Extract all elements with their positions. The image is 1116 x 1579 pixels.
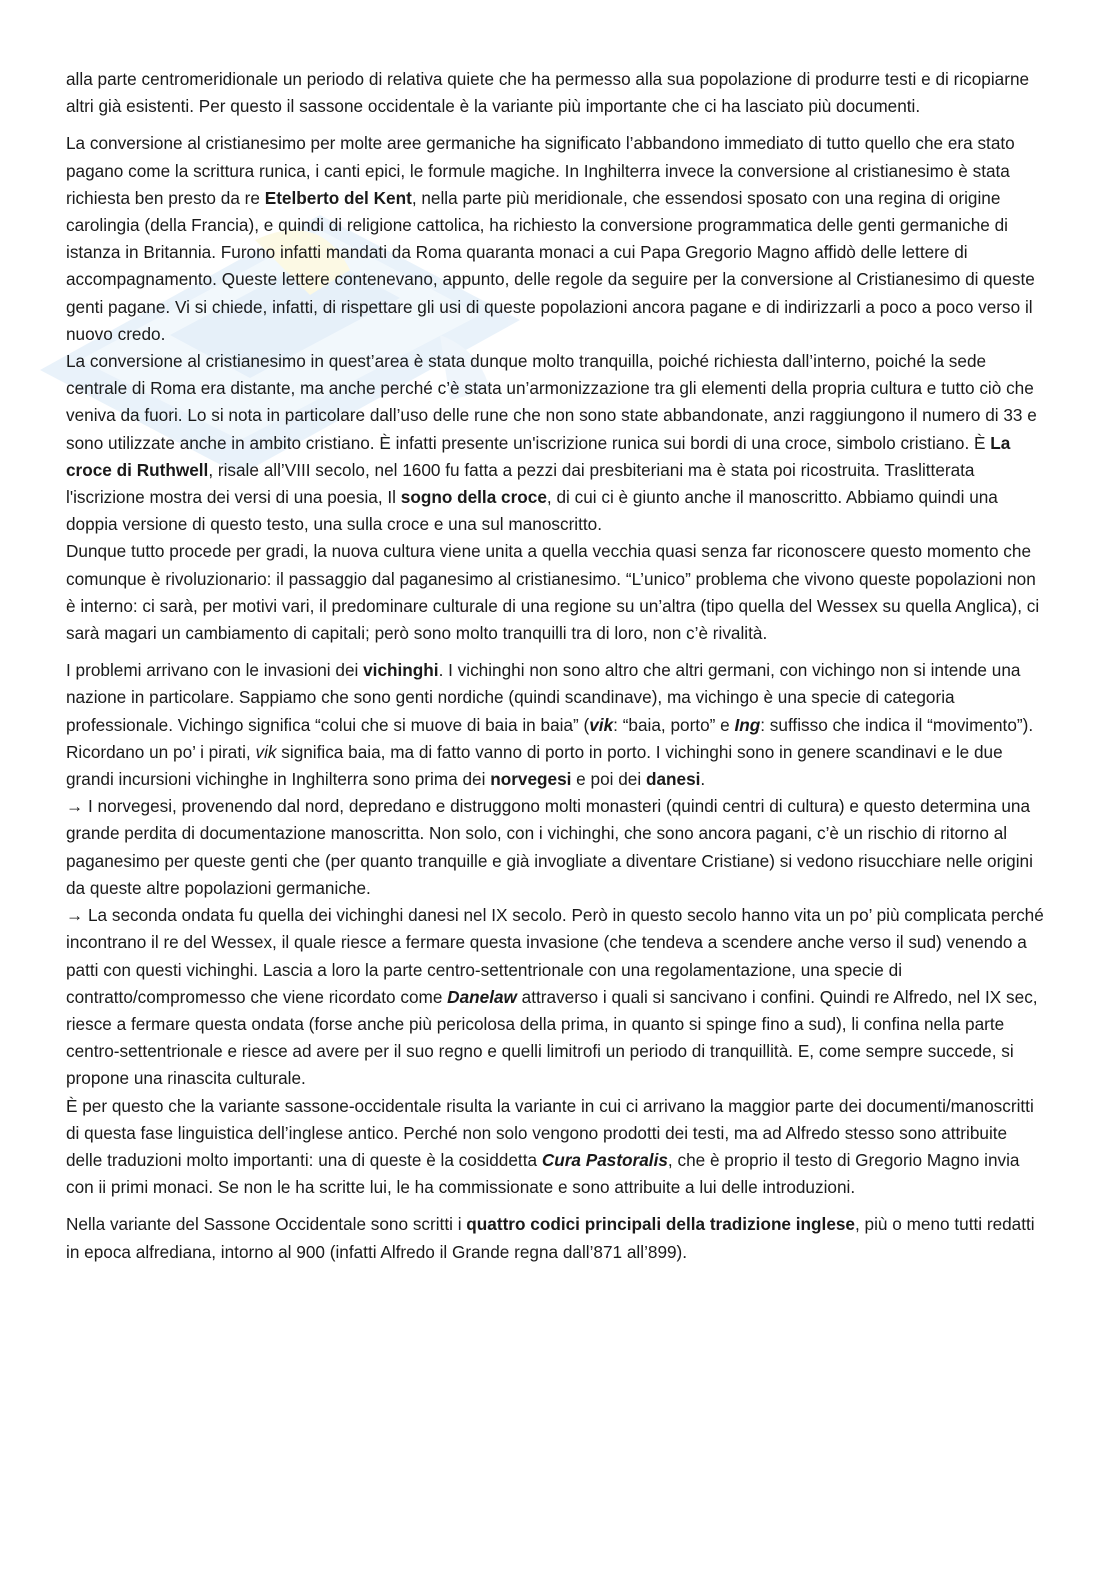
paragraph: [66, 1211, 1046, 1265]
text-run: La conversione al cristianesimo per molte aree germaniche ha significato l’abbandono immediato di tutto quello che era stato pagano come la scrittura runica, i canti epici, le formule magiche. In Inghilterra invece la conversione al cristianesimo è stata richiesta ben presto da re: [66, 133, 1015, 208]
bold-italic-term: Danelaw: [447, 986, 517, 1007]
bold-term: norvegesi: [490, 769, 572, 790]
paragraph: [66, 66, 1046, 120]
bold-term: sogno della croce: [400, 487, 547, 508]
text-run: significa baia, ma di fatto vanno di porto in porto. I vichinghi sono in genere scandinavi e le due grandi incursioni vichinghe in Inghilterra sono prima dei: [66, 741, 1003, 790]
text-run: attraverso i quali si sancivano i confini. Quindi re Alfredo, nel IX sec, riesce a fermare questa ondata (forse anche più pericolosa della prima, in quanto si spinge fino a sud), li confina nella parte centro-settentrionale e riesce ad avere per il suo regno e quelli limitrofi un periodo di tranquillità. E, come sempre succede, si propone una rinascita culturale.: [66, 986, 1038, 1089]
text-run: , di cui ci è giunto anche il manoscritto. Abbiamo quindi una doppia versione di questo testo, una sulla croce e una sul manoscritto.: [66, 487, 998, 535]
text-run: , più o meno tutti redatti in epoca alfrediana, intorno al 900 (infatti Alfredo il Grande regna dall’871 all’899).: [66, 1214, 1035, 1262]
text-run: È per questo che la variante sassone-occidentale risulta la variante in cui ci arrivano la maggior parte dei documenti/manoscritti di questa fase linguistica dell’inglese antico. Perché non solo vengono prodotti dei testi, ma ad Alfredo stesso sono attribuite delle traduzioni molto importanti: una di queste è la cosiddetta: [66, 1095, 1034, 1170]
paragraph: [66, 793, 1046, 902]
bold-term: La croce di Ruthwell: [66, 432, 1011, 480]
text-run: I problemi arrivano con le invasioni dei: [66, 660, 364, 681]
text-run: → I norvegesi, provenendo dal nord, depredano e distruggono molti monasteri (quindi centri di cultura) e questo determina una grande perdita di documentazione manoscritta. Non solo, con i vichinghi, che sono ancora pagani, c’è un rischio di ritorno al paganesimo per queste genti che (per quanto tranquille e già invogliate a diventare Cristiane) si vedono risucchiare nelle origini da queste altre popolazioni germaniche.: [66, 796, 1033, 898]
document-body: [66, 66, 1046, 1276]
bold-italic-term: Ing: [734, 714, 761, 735]
bold-italic-term: Cura Pastoralis: [541, 1149, 668, 1170]
paragraph: [66, 657, 1046, 793]
bold-term: Etelberto del Kent: [264, 187, 412, 208]
paragraph: [66, 902, 1046, 1092]
bold-term: vichinghi: [363, 660, 439, 681]
text-run: La conversione al cristianesimo in quest’area è stata dunque molto tranquilla, poiché richiesta dall’interno, poiché la sede centrale di Roma era distante, ma anche perché c’è stata un’armonizzazione tra gli elementi della propria cultura e tutto ciò che veniva da fuori. Lo si nota in particolare dall’uso delle rune che non sono state abbandonate, anzi raggiungono il numero di 33 e sono utilizzate anche in ambito cristiano. È infatti presente un'iscrizione runica sui bordi di una croce, simbolo cristiano. È: [66, 351, 1037, 453]
paragraph: [66, 538, 1046, 647]
text-run: Dunque tutto procede per gradi, la nuova cultura viene unita a quella vecchia quasi senza far riconoscere questo momento che comunque è rivoluzionario: il passaggio dal paganesimo al cristianesimo. “L’unico” problema che vivono queste popolazioni non è interno: ci sarà, per motivi vari, il predominare culturale di una regione su un’altra (tipo quella del Wessex su quella Anglica), ci sarà magari un cambiamento di capitali; però sono molto tranquilli tra di loro, non c’è rivalità.: [66, 541, 1040, 644]
text-run: , che è proprio il testo di Gregorio Magno invia con ii primi monaci. Se non le ha scritte lui, le ha commissionate e sono attribuite a lui delle introduzioni.: [66, 1149, 1020, 1198]
paragraph: [66, 348, 1046, 538]
text-run: , nella parte più meridionale, che essendosi sposato con una regina di origine carolingia (della Francia), e quindi di religione cattolica, ha richiesto la conversione programmatica delle genti germaniche di istanza in Britannia. Furono infatti mandati da Roma quaranta monaci a cui Papa Gregorio Magno affidò delle lettere di accompagnamento. Queste lettere contenevano, appunto, delle regole da seguire per la conversione al Cristianesimo di queste genti pagane. Vi si chiede, infatti, di rispettare gli usi di queste popolazioni ancora pagane e di indirizzarli a poco a poco verso il nuovo credo.: [66, 187, 1035, 344]
text-run: , risale all’VIII secolo, nel 1600 fu fatta a pezzi dai presbiteriani ma è stata poi ricostruita. Traslitterata l'iscrizione mostra dei versi di una poesia, Il: [66, 459, 975, 508]
bold-italic-term: vik: [589, 714, 614, 735]
text-run: . I vichinghi non sono altro che altri germani, con vichingo non si intende una nazione in particolare. Sappiamo che sono genti nordiche (quindi scandinave), ma vichingo è una specie di categoria professionale. Vichingo significa “colui che si muove di baia in baia” (: [66, 660, 1021, 735]
text-run: e poi dei: [571, 769, 646, 790]
italic-term: vik: [255, 741, 277, 762]
text-run: → La seconda ondata fu quella dei vichinghi danesi nel IX secolo. Però in questo secolo hanno vita un po’ più complicata perché incontrano il re del Wessex, il quale riesce a fermare questa invasione (che tendeva a scendere anche verso il sud) venendo a patti con questi vichinghi. Lascia a loro la parte centro-settentrionale con una regolamentazione, una specie di contratto/compromesso che viene ricordato come: [66, 905, 1044, 1007]
text-run: alla parte centromeridionale un periodo di relativa quiete che ha permesso alla sua popolazione di produrre testi e di ricopiarne altri già esistenti. Per questo il sassone occidentale è la variante più importante che ci ha lasciato più documenti.: [66, 69, 1030, 117]
text-run: Nella variante del Sassone Occidentale sono scritti i: [66, 1214, 467, 1235]
bold-term: quattro codici principali della tradizione inglese: [466, 1214, 855, 1235]
paragraph: [66, 130, 1046, 348]
text-run: : suffisso che indica il “movimento”). Ricordano un po’ i pirati,: [66, 714, 1034, 762]
paragraph: [66, 1093, 1046, 1202]
text-run: : “baia, porto” e: [613, 714, 735, 735]
bold-term: danesi: [645, 769, 701, 790]
text-run: .: [700, 769, 706, 790]
